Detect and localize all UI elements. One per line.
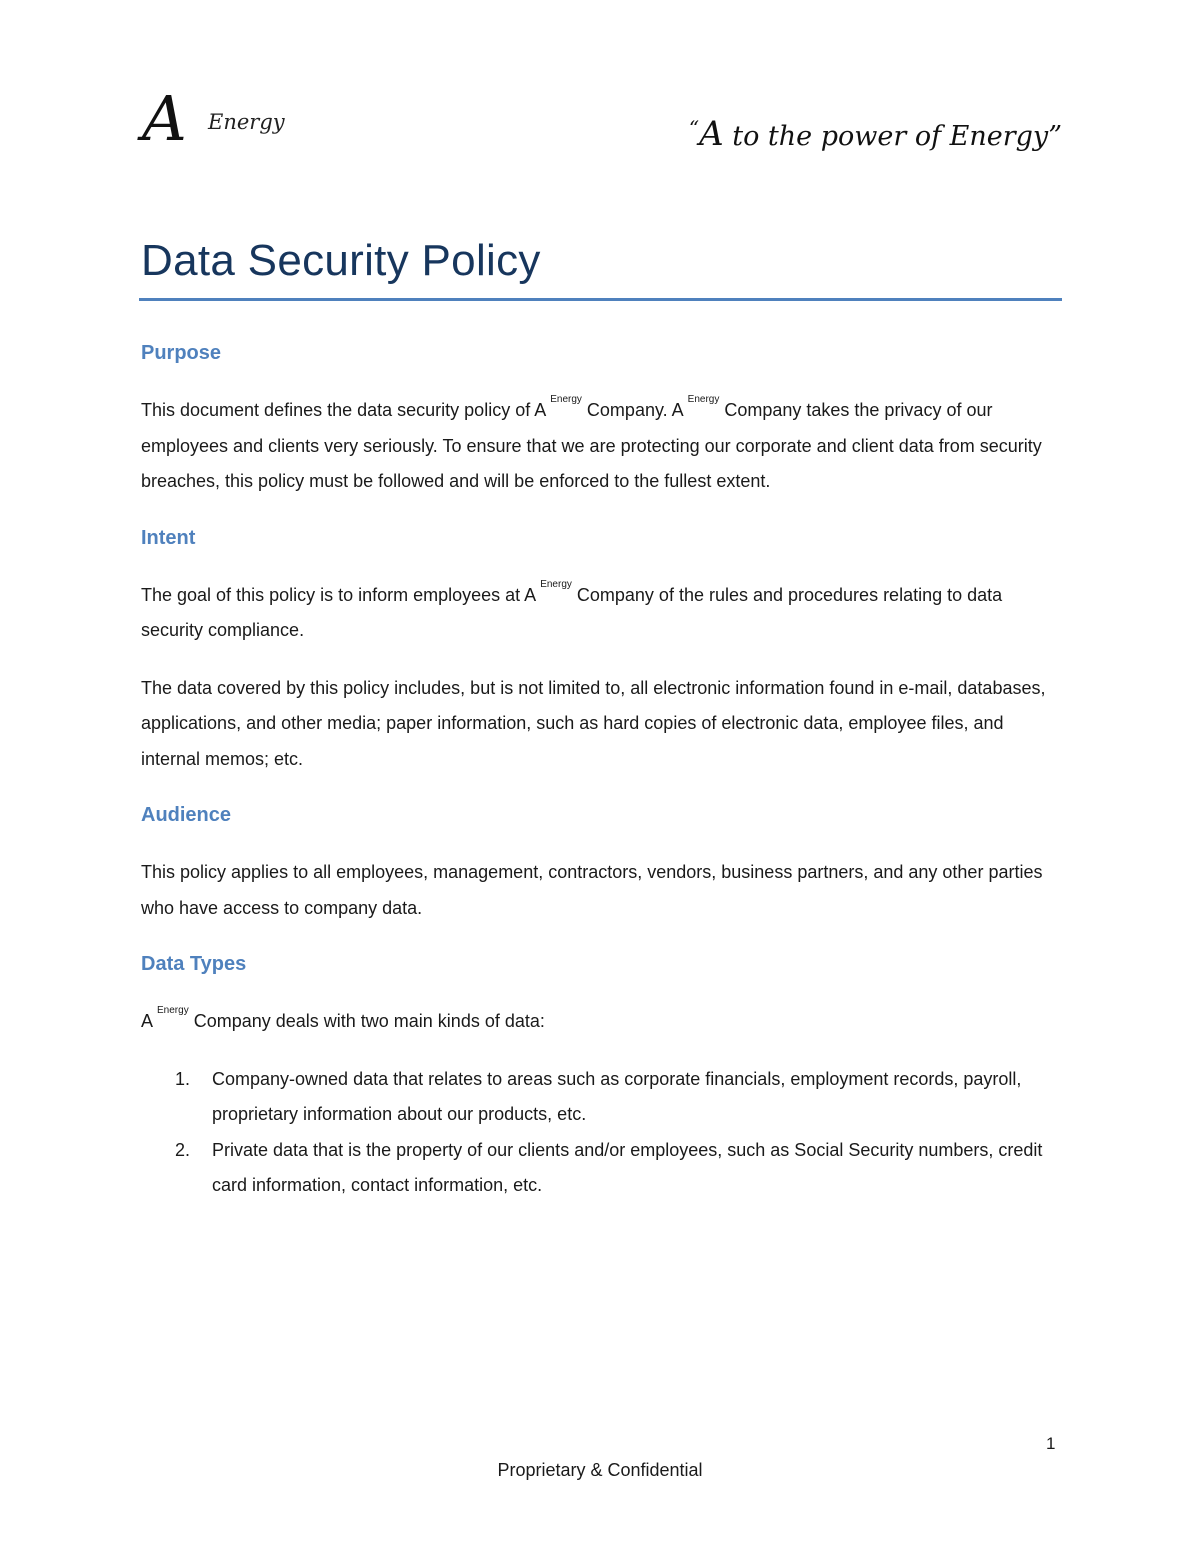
text-run: This document defines the data security policy of A (141, 400, 551, 420)
page-number: 1 (1046, 1434, 1056, 1453)
purpose-paragraph (141, 393, 1066, 500)
superscript: Energy (687, 394, 720, 405)
text-run: Company deals with two main kinds of data: (188, 1011, 545, 1031)
audience-paragraph: This policy applies to all employees, management, contractors, vendors, business partners, and any other parties who have access to company data. (141, 862, 1043, 918)
superscript: Energy (550, 394, 582, 405)
list-item (141, 1062, 1066, 1133)
section-heading-audience: Audience (141, 804, 232, 826)
text-run: Company. A (581, 400, 688, 420)
text-run: A (141, 1011, 158, 1031)
footer-text: Proprietary & Confidential (497, 1460, 703, 1480)
data-types-intro (141, 1004, 1066, 1040)
tagline-open-quote: “ (688, 116, 700, 140)
page-title: Data Security Policy (141, 236, 541, 285)
logo-letter: A (142, 82, 187, 155)
document-body (141, 335, 1066, 1204)
text-run: The goal of this policy is to inform employees at A (141, 584, 541, 605)
intent-paragraph-2: The data covered by this policy includes, but is not limited to, all electronic information found in e-mail, databases, applications, and other media; paper information, such as hard copies of electronic data, employee files, and internal memos; etc. (141, 677, 1046, 769)
section-heading-purpose: Purpose (141, 342, 222, 364)
section-heading-intent: Intent (141, 526, 196, 549)
section-heading-data-types: Data Types (141, 953, 247, 975)
list-item (141, 1133, 1066, 1204)
list-item-text: Private data that is the property of our clients and/or employees, such as Social Security numbers, credit card information, contact information, etc. (212, 1139, 1043, 1195)
list-number: 1. (175, 1068, 191, 1089)
list-number: 2. (175, 1139, 191, 1160)
tagline-text: to the power of Energy (723, 121, 1049, 152)
tagline-letter: A (699, 114, 724, 154)
superscript: Energy (540, 578, 572, 590)
tagline (689, 114, 1062, 154)
superscript: Energy (157, 1005, 189, 1016)
intent-paragraph-1 (141, 578, 1066, 649)
text-run: Company of the rules and procedures relating to data security compliance. (141, 584, 1003, 640)
title-underline (139, 298, 1062, 301)
list-item-text: Company-owned data that relates to areas such as corporate financials, employment records, payroll, proprietary information about our products, etc. (212, 1068, 1022, 1124)
data-types-list (141, 1062, 1066, 1204)
text-run: Company takes the privacy of our employees and clients very seriously. To ensure that we are protecting our corporate and client data from security breaches, this policy must be followed and will be enforced to the fullest extent. (141, 400, 1042, 491)
tagline-close-quote: ” (1048, 121, 1062, 152)
logo-word: Energy (208, 110, 285, 134)
